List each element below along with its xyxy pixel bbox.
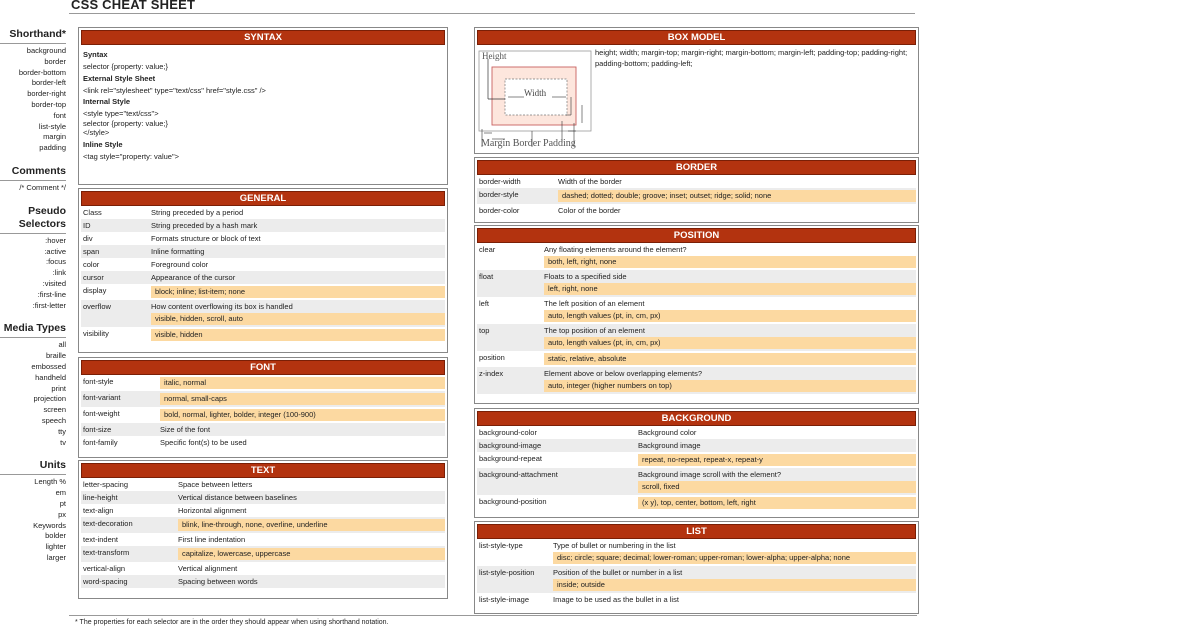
property-row: [81, 327, 445, 343]
property-name: font-variant: [83, 393, 121, 402]
property-values-chip: scroll, fixed: [638, 481, 916, 493]
property-name: background-repeat: [479, 454, 542, 463]
list-rows: [477, 539, 916, 606]
background-header: BACKGROUND: [477, 411, 916, 426]
sidebar-group-heading: Media Types: [0, 322, 66, 338]
sidebar-group: [0, 28, 66, 154]
property-values-chip: visible, hidden, scroll, auto: [151, 313, 445, 325]
property-name: text-transform: [83, 548, 130, 557]
property-row: [477, 175, 916, 188]
property-name: font-weight: [83, 409, 120, 418]
property-values-chip: italic, normal: [160, 377, 445, 389]
property-value: [151, 259, 445, 270]
text-header: TEXT: [81, 463, 445, 478]
property-value: [638, 440, 916, 451]
property-description: Background image scroll with the element?: [638, 470, 781, 479]
property-name: visibility: [83, 329, 109, 338]
property-description: Position of the bullet or number in a list: [553, 568, 683, 577]
sidebar-item: print: [51, 383, 66, 393]
property-value: [178, 576, 445, 587]
property-value: [178, 492, 445, 503]
general-header: GENERAL: [81, 191, 445, 206]
syntax-code-line: selector {property: value;}: [83, 118, 169, 128]
property-value: [638, 427, 916, 438]
property-values-chip: auto, length values (pt, in, cm, px): [544, 337, 916, 349]
syntax-code-line: </style>: [83, 128, 110, 137]
property-row: [81, 533, 445, 546]
property-name: left: [479, 299, 490, 308]
property-row: [477, 367, 916, 394]
property-row: [81, 258, 445, 271]
sidebar-item: border-right: [27, 89, 66, 99]
sidebar-item: Keywords: [33, 520, 66, 530]
property-value: [178, 563, 445, 574]
property-name: font-size: [83, 425, 112, 434]
property-value: [178, 479, 445, 490]
syntax-heading: External Style Sheet: [83, 73, 156, 83]
sidebar-group: [0, 322, 66, 448]
property-name: div: [83, 234, 93, 243]
sidebar-item: margin: [43, 132, 66, 142]
sidebar-group: [0, 165, 66, 194]
sidebar-item: speech: [41, 415, 66, 425]
border-header: BORDER: [477, 160, 916, 175]
property-name: border-style: [479, 190, 519, 199]
property-value: [558, 176, 916, 187]
sidebar-item: handheld: [35, 372, 66, 382]
property-name: cursor: [83, 273, 104, 282]
property-value: [544, 352, 916, 366]
property-value: [151, 246, 445, 257]
sidebar-item: :focus: [45, 257, 66, 267]
property-description: Background color: [638, 428, 697, 437]
sidebar-item: :link: [52, 268, 66, 278]
property-description: How content overflowing its box is handled: [151, 302, 293, 311]
sidebar-item: tty: [58, 426, 66, 436]
syntax-header: SYNTAX: [81, 30, 445, 45]
property-name: background-position: [479, 497, 547, 506]
property-description: Floats to a specified side: [544, 272, 627, 281]
property-row: [81, 271, 445, 284]
property-name: overflow: [83, 302, 111, 311]
text-panel: [78, 460, 448, 599]
sidebar-item: border-bottom: [18, 67, 66, 77]
property-description: Element above or below overlapping elements?: [544, 369, 703, 378]
property-name: background-color: [479, 428, 537, 437]
property-value: [553, 540, 916, 565]
property-row: [81, 423, 445, 436]
property-row: [477, 495, 916, 511]
property-description: Appearance of the cursor: [151, 273, 236, 282]
property-value: [160, 376, 445, 390]
property-value: [178, 518, 445, 532]
property-name: text-decoration: [83, 519, 133, 528]
property-values-chip: capitalize, lowercase, uppercase: [178, 548, 445, 560]
sidebar-item: tv: [60, 437, 66, 447]
position-header: POSITION: [477, 228, 916, 243]
font-panel: [78, 357, 448, 458]
sidebar-item: padding: [39, 143, 66, 153]
position-rows: [477, 243, 916, 394]
property-value: [558, 189, 916, 203]
property-value: [558, 205, 916, 216]
property-row: [477, 270, 916, 297]
property-name: list-style-position: [479, 568, 535, 577]
property-row: [81, 491, 445, 504]
property-value: [638, 469, 916, 494]
footer-divider: [69, 615, 917, 616]
property-value: [638, 496, 916, 510]
sidebar-item: all: [58, 340, 66, 350]
property-description: String preceded by a hash mark: [151, 221, 258, 230]
property-name: background-attachment: [479, 470, 558, 479]
property-description: Background image: [638, 441, 701, 450]
property-values-chip: repeat, no-repeat, repeat-x, repeat-y: [638, 454, 916, 466]
property-name: float: [479, 272, 494, 281]
property-row: [477, 324, 916, 351]
property-name: word-spacing: [83, 577, 128, 586]
property-row: [81, 375, 445, 391]
property-row: [477, 188, 916, 204]
sidebar-item: border: [44, 56, 66, 66]
property-name: font-style: [83, 377, 114, 386]
sidebar-group: [0, 459, 66, 563]
property-value: [151, 328, 445, 342]
property-row: [81, 206, 445, 219]
sidebar-group-items: [0, 46, 66, 154]
footnote: * The properties for each selector are in the order they should appear when using shorthand notation.: [75, 619, 389, 626]
general-rows: [81, 206, 445, 343]
box-model-props: height; width; margin-top; margin-right; margin-bottom; margin-left; padding-top; padding-right; padding-bottom; padding-left;: [595, 48, 908, 68]
sidebar-group-items: [0, 236, 66, 312]
property-value: [544, 325, 916, 350]
sidebar-item: border-top: [31, 99, 66, 109]
sidebar-group-heading: Comments: [0, 165, 66, 181]
property-description: Space between letters: [178, 480, 253, 489]
property-row: [477, 468, 916, 495]
sidebar-item: :active: [44, 246, 66, 256]
sidebar-item: projection: [33, 394, 66, 404]
property-name: clear: [479, 245, 496, 254]
sidebar-item: font: [53, 110, 66, 120]
height-label: Height: [482, 51, 507, 61]
property-row: [477, 297, 916, 324]
property-description: Vertical alignment: [178, 564, 238, 573]
sidebar-group-heading: Pseudo Selectors: [0, 205, 66, 234]
property-row: [477, 566, 916, 593]
background-panel: [474, 408, 919, 518]
property-description: First line indentation: [178, 535, 246, 544]
property-name: ID: [83, 221, 91, 230]
property-value: [544, 368, 916, 393]
property-values-chip: left, right, none: [544, 283, 916, 295]
sidebar-item: :visited: [42, 278, 66, 288]
property-name: border-width: [479, 177, 521, 186]
list-header: LIST: [477, 524, 916, 539]
property-description: Width of the border: [558, 177, 622, 186]
property-value: [151, 233, 445, 244]
property-values-chip: blink, line-through, none, overline, underline: [178, 519, 445, 531]
general-panel: [78, 188, 448, 353]
property-value: [160, 437, 445, 448]
property-description: Foreground color: [151, 260, 209, 269]
property-row: [477, 351, 916, 367]
sidebar-item: braille: [45, 351, 66, 361]
property-row: [81, 391, 445, 407]
sidebar-item: :first-letter: [32, 300, 66, 310]
property-value: [151, 220, 445, 231]
property-row: [81, 232, 445, 245]
text-rows: [81, 478, 445, 588]
sidebar-item: list-style: [38, 121, 66, 131]
syntax-heading: Inline Style: [83, 139, 123, 149]
syntax-code-line: <style type="text/css">: [83, 109, 159, 118]
sidebar-item: bolder: [45, 531, 66, 541]
property-row: [477, 243, 916, 270]
sidebar-item: :first-line: [37, 289, 66, 299]
property-description: Vertical distance between baselines: [178, 493, 297, 502]
page-title: CSS CHEAT SHEET: [71, 0, 196, 12]
property-row: [81, 300, 445, 327]
property-values-chip: auto, length values (pt, in, cm, px): [544, 310, 916, 322]
sidebar-group-items: [0, 340, 66, 448]
title-divider: [69, 13, 915, 14]
property-value: [553, 567, 916, 592]
property-values-chip: dashed; dotted; double; groove; inset; outset; ridge; solid; none: [558, 190, 916, 202]
syntax-code-line: selector {property: value;}: [83, 62, 169, 71]
property-name: list-style-image: [479, 595, 530, 604]
property-row: [81, 219, 445, 232]
property-values-chip: disc; circle; square; decimal; lower-roman; upper-roman; lower-alpha; upper-alpha; none: [553, 552, 916, 564]
sidebar-item: /* Comment */: [19, 182, 66, 192]
property-row: [81, 504, 445, 517]
property-value: [178, 547, 445, 561]
property-row: [81, 562, 445, 575]
syntax-body: [81, 45, 445, 164]
syntax-panel: [78, 27, 448, 185]
property-row: [477, 539, 916, 566]
property-values-chip: normal, small-caps: [160, 393, 445, 405]
property-values-chip: visible, hidden: [151, 329, 445, 341]
property-description: Type of bullet or numbering in the list: [553, 541, 676, 550]
property-description: Specific font(s) to be used: [160, 438, 247, 447]
property-value: [544, 271, 916, 296]
property-row: [477, 426, 916, 439]
property-name: display: [83, 286, 107, 295]
property-values-chip: static, relative, absolute: [544, 353, 916, 365]
property-name: position: [479, 353, 505, 362]
property-description: Any floating elements around the element?: [544, 245, 687, 254]
property-value: [151, 207, 445, 218]
property-row: [81, 245, 445, 258]
property-description: Size of the font: [160, 425, 211, 434]
property-row: [81, 575, 445, 588]
property-values-chip: both, left, right, none: [544, 256, 916, 268]
sidebar-group: [0, 205, 66, 312]
property-value: [160, 424, 445, 435]
property-row: [81, 546, 445, 562]
property-name: letter-spacing: [83, 480, 129, 489]
property-row: [81, 478, 445, 491]
property-value: [638, 453, 916, 467]
property-description: Spacing between words: [178, 577, 258, 586]
property-description: The left position of an element: [544, 299, 645, 308]
property-description: Inline formatting: [151, 247, 205, 256]
property-value: [178, 505, 445, 516]
box-model-diagram: [478, 47, 594, 151]
property-name: span: [83, 247, 100, 256]
property-row: [477, 439, 916, 452]
property-value: [151, 301, 445, 326]
property-description: String preceded by a period: [151, 208, 244, 217]
sidebar-item: :hover: [45, 235, 66, 245]
property-value: [178, 534, 445, 545]
sidebar-group-items: [0, 477, 66, 563]
property-description: The top position of an element: [544, 326, 645, 335]
property-row: [477, 204, 916, 217]
sidebar-item: embossed: [31, 361, 66, 371]
sidebar-item: screen: [43, 405, 66, 415]
sidebar-group-heading: Units: [0, 459, 66, 475]
property-description: Formats structure or block of text: [151, 234, 261, 243]
sidebar-group-heading: Shorthand*: [0, 28, 66, 44]
border-panel: [474, 157, 919, 223]
box-caption: Margin Border Padding: [481, 138, 576, 149]
property-values-chip: block; inline; list-item; none: [151, 286, 445, 298]
property-row: [477, 593, 916, 606]
syntax-code-line: <tag style="property: value">: [83, 151, 180, 161]
property-values-chip: bold, normal, lighter, bolder, integer (100-900): [160, 409, 445, 421]
syntax-heading: Internal Style: [83, 97, 131, 106]
property-values-chip: inside; outside: [553, 579, 916, 591]
property-description: Horizontal alignment: [178, 506, 247, 515]
property-row: [81, 407, 445, 423]
sidebar-item: px: [58, 509, 66, 519]
box-model-header: BOX MODEL: [477, 30, 916, 45]
property-name: list-style-type: [479, 541, 523, 550]
property-description: Color of the border: [558, 206, 621, 215]
sidebar-item: background: [26, 46, 66, 55]
property-name: z-index: [479, 369, 504, 378]
property-name: font-family: [83, 438, 118, 447]
property-values-chip: auto, integer (higher numbers on top): [544, 380, 916, 392]
sidebar-item: em: [55, 488, 66, 498]
border-rows: [477, 175, 916, 217]
property-row: [81, 284, 445, 300]
property-name: Class: [83, 208, 102, 217]
property-value: [544, 298, 916, 323]
property-values-chip: (x y), top, center, bottom, left, right: [638, 497, 916, 509]
sidebar-group-items: [0, 183, 66, 194]
property-name: text-indent: [83, 535, 119, 544]
property-row: [81, 517, 445, 533]
property-name: color: [83, 260, 100, 269]
syntax-code-line: <link rel="stylesheet" type="text/css" href="style.css" />: [83, 85, 266, 95]
font-rows: [81, 375, 445, 449]
property-value: [160, 408, 445, 422]
property-row: [477, 452, 916, 468]
sidebar-item: Length %: [34, 477, 66, 487]
sidebar-item: larger: [46, 552, 66, 562]
sidebar-item: border-left: [31, 78, 66, 88]
property-value: [553, 594, 916, 605]
background-rows: [477, 426, 916, 511]
property-value: [151, 285, 445, 299]
property-value: [544, 244, 916, 269]
property-name: line-height: [83, 493, 118, 502]
sidebar-item: lighter: [45, 542, 66, 552]
position-panel: [474, 225, 919, 404]
font-header: FONT: [81, 360, 445, 375]
property-name: vertical-align: [83, 564, 126, 573]
property-value: [160, 392, 445, 406]
property-description: Image to be used as the bullet in a list: [553, 595, 679, 604]
width-label: Width: [524, 88, 547, 98]
property-name: top: [479, 326, 490, 335]
box-model-panel: [474, 27, 919, 154]
property-row: [81, 436, 445, 449]
property-name: background-image: [479, 441, 542, 450]
syntax-heading: Syntax: [83, 50, 108, 59]
list-panel: [474, 521, 919, 614]
sidebar: [0, 28, 66, 575]
sidebar-item: pt: [59, 498, 66, 508]
property-name: border-color: [479, 206, 520, 215]
property-value: [151, 272, 445, 283]
property-name: text-align: [83, 506, 114, 515]
